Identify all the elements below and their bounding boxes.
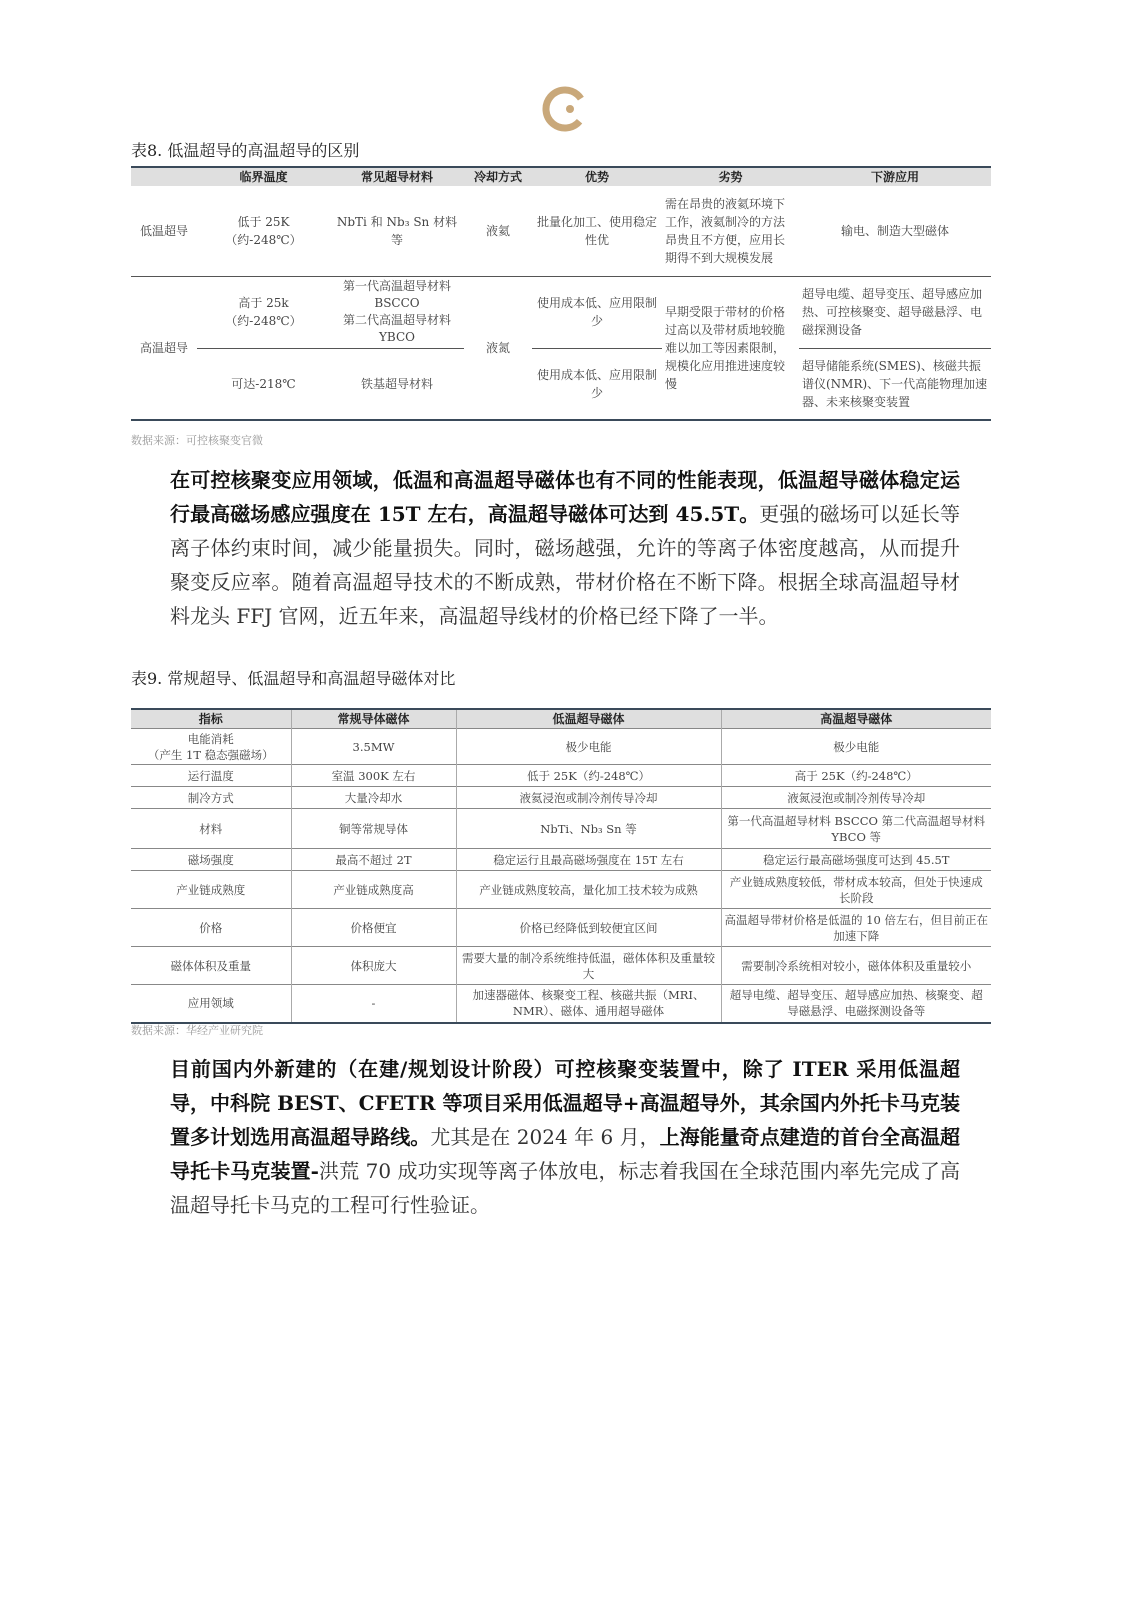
cell: 磁场强度	[131, 849, 291, 871]
table-row	[131, 985, 991, 1023]
cell: 可达-218℃	[197, 348, 330, 420]
cell: 需要大量的制冷系统维持低温，磁体体积及重量较大	[456, 947, 721, 985]
table8-header-row	[131, 167, 991, 186]
table8	[131, 166, 991, 421]
cell: 高于 25k （约-248℃）	[197, 276, 330, 348]
table9-caption: 表9. 常规超导、低温超导和高温超导磁体对比	[131, 669, 456, 688]
table8-header: 下游应用	[799, 167, 991, 186]
table9-header-row	[131, 709, 991, 729]
cell: 制冷方式	[131, 787, 291, 809]
cell: 铜等常规导体	[291, 809, 456, 849]
cell: 极少电能	[456, 729, 721, 765]
cell: 使用成本低、应用限制少	[532, 348, 662, 420]
table9-header: 常规导体磁体	[291, 709, 456, 729]
cell: 超导电缆、超导变压、超导感应加热、核聚变、超导磁悬浮、电磁探测设备等	[721, 985, 991, 1023]
table9-header: 指标	[131, 709, 291, 729]
table8-header	[131, 167, 197, 186]
cell: 运行温度	[131, 765, 291, 787]
table-row	[131, 348, 991, 420]
table9-header: 低温超导磁体	[456, 709, 721, 729]
cell: 批量化加工、使用稳定性优	[536, 214, 657, 247]
table8-header: 临界温度	[197, 167, 330, 186]
paragraph-bold-text: 在可控核聚变应用领域，低温和高温超导磁体也有不同的性能表现，低温超导磁体稳定运行最高磁场感应强度在 15T 左右，高温超导磁体可达到 45.5T。	[170, 468, 960, 526]
cell: 低于 25K（约-248℃）	[456, 765, 721, 787]
cell: 极少电能	[721, 729, 991, 765]
cell: 需在昂贵的液氦环境下工作，液氦制冷的方法昂贵且不方便，应用长期得不到大规模发展	[665, 196, 786, 265]
table9-header: 高温超导磁体	[721, 709, 991, 729]
cell: 稳定运行且最高磁场强度在 15T 左右	[456, 849, 721, 871]
body-paragraph	[170, 463, 960, 633]
table9-source: 数据来源：华经产业研究院	[131, 1024, 263, 1037]
cell: 大量冷却水	[291, 787, 456, 809]
row-label-low: 低温超导	[139, 223, 188, 238]
cell: 高温超导带材价格是低温的 10 倍左右，但目前正在加速下降	[721, 909, 991, 947]
paragraph-bold-text: 上海能量奇点建造的首台全高温超导托卡马克装置-	[170, 1125, 961, 1183]
brand-logo	[542, 86, 588, 132]
table8-source: 数据来源：可控核聚变官微	[131, 434, 263, 447]
cell: 产业链成熟度	[131, 871, 291, 909]
table-row	[131, 809, 991, 849]
cell: 产业链成熟度较低，带材成本较高，但处于快速成长阶段	[721, 871, 991, 909]
cell: 稳定运行最高磁场强度可达到 45.5T	[721, 849, 991, 871]
table-row	[131, 947, 991, 985]
cell: 第一代高温超导材料 BSCCO 第二代高温超导材料 YBCO	[330, 276, 464, 348]
cell: 液氦浸泡或制冷剂传导冷却	[456, 787, 721, 809]
table8-header: 常见超导材料	[330, 167, 464, 186]
cell: 输电、制造大型磁体	[840, 223, 949, 238]
cell: 应用领域	[131, 985, 291, 1023]
table8-caption: 表8. 低温超导的高温超导的区别	[131, 141, 360, 160]
cell: 加速器磁体、核聚变工程、核磁共振（MRI、NMR）、磁体、通用超导磁体	[456, 985, 721, 1023]
cell: -	[291, 985, 456, 1023]
paragraph-text: 尤其是在 2024 年 6 月，	[430, 1125, 660, 1149]
cell: NbTi 和 Nb₃ Sn 材料等	[336, 214, 458, 247]
cell: 液氮	[464, 276, 532, 420]
cell: 超导电缆、超导变压、超导感应加热、可控核聚变、超导磁悬浮、电磁探测设备	[799, 276, 991, 348]
cell: 早期受限于带材的价格过高以及带材质地较脆难以加工等因素限制，规模化应用推进速度较慢	[662, 276, 799, 420]
paragraph-text: 更强的磁场可以延长等离子体约束时间，减少能量损失。同时，磁场越强，允许的等离子体密度越高，从而提升聚变反应率。随着高温超导技术的不断成熟，带材价格在不断下降。根据全球高温超导材料龙头 FFJ 官网，近五年来，高温超导线材的价格已经下降了一半。	[170, 502, 960, 628]
table-row	[131, 849, 991, 871]
cell: 3.5MW	[291, 729, 456, 765]
cell: 价格	[131, 909, 291, 947]
cell: 价格便宜	[291, 909, 456, 947]
table-row	[131, 186, 991, 276]
cell: 高于 25K（约-248℃）	[721, 765, 991, 787]
table-row	[131, 787, 991, 809]
cell: 磁体体积及重量	[131, 947, 291, 985]
cell: 产业链成熟度高	[291, 871, 456, 909]
table9	[131, 708, 991, 1024]
paragraph-bold-text: 目前国内外新建的（在建/规划设计阶段）可控核聚变装置中，除了 ITER 采用低温超导，中科院 BEST、CFETR 等项目采用低温超导+高温超导外，其余国内外托卡马克装置多计划选用高温超导路线。	[170, 1057, 960, 1149]
cell: 体积庞大	[291, 947, 456, 985]
cell: 电能消耗 （产生 1T 稳态强磁场）	[131, 729, 291, 765]
table8-header: 优势	[532, 167, 662, 186]
cell: 室温 300K 左右	[291, 765, 456, 787]
row-label-high: 高温超导	[131, 276, 197, 420]
table-row	[131, 871, 991, 909]
table-row	[131, 909, 991, 947]
cell: 使用成本低、应用限制少	[532, 276, 662, 348]
table-row	[131, 276, 991, 348]
cell: 低于 25K （约-248℃）	[225, 214, 302, 247]
body-paragraph	[170, 1052, 960, 1222]
cell: 最高不超过 2T	[291, 849, 456, 871]
cell: 价格已经降低到较便宜区间	[456, 909, 721, 947]
paragraph-text: 洪荒 70 成功实现等离子体放电，标志着我国在全球范围内率先完成了高温超导托卡马克的工程可行性验证。	[170, 1159, 960, 1217]
cell: 需要制冷系统相对较小，磁体体积及重量较小	[721, 947, 991, 985]
table8-header: 冷却方式	[464, 167, 532, 186]
cell: 液氦	[485, 223, 510, 238]
cell: NbTi、Nb₃ Sn 等	[456, 809, 721, 849]
cell: 超导储能系统(SMES)、核磁共振谱仪(NMR)、下一代高能物理加速器、未来核聚变装置	[799, 348, 991, 420]
cell: 第一代高温超导材料 BSCCO 第二代高温超导材料 YBCO 等	[721, 809, 991, 849]
cell: 铁基超导材料	[330, 348, 464, 420]
cell: 产业链成熟度较高，量化加工技术较为成熟	[456, 871, 721, 909]
table-row	[131, 765, 991, 787]
table8-header: 劣势	[662, 167, 799, 186]
cell: 材料	[131, 809, 291, 849]
table-row	[131, 729, 991, 765]
cell: 液氮浸泡或制冷剂传导冷却	[721, 787, 991, 809]
